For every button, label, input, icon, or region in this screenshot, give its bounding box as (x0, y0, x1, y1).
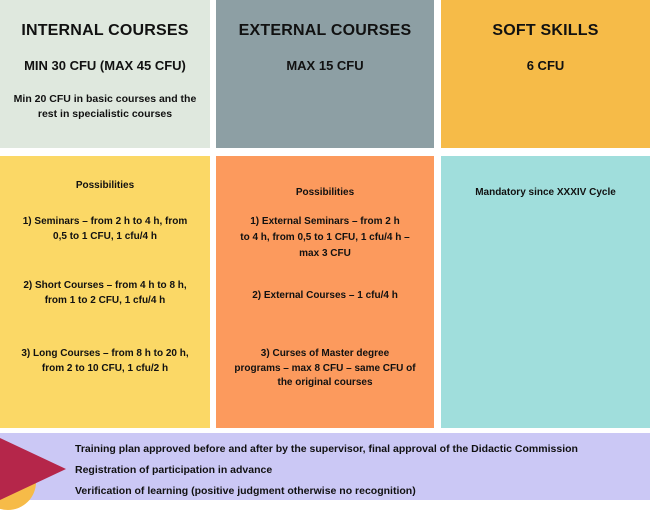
external-item-3-line1: 3) Curses of Master degree (260, 348, 390, 359)
soft-skills-mandatory-note: Mandatory since XXXIV Cycle (475, 187, 616, 198)
soft-skills-header-box (441, 0, 650, 148)
internal-courses-title: INTERNAL COURSES (21, 22, 189, 39)
footer-line-2: Registration of participation in advance (75, 464, 273, 476)
external-courses-header-box (216, 0, 434, 148)
external-courses-title: EXTERNAL COURSES (238, 22, 412, 39)
external-item-3-line2: programs – max 8 CFU – same CFU of (234, 363, 416, 374)
internal-possibilities-box (0, 156, 210, 428)
internal-courses-note-line2: rest in specialistic courses (37, 108, 173, 120)
external-item-1-line3: max 3 CFU (299, 248, 351, 259)
external-courses-cfu: MAX 15 CFU (286, 58, 364, 73)
internal-possibilities-label: Possibilities (75, 180, 135, 191)
external-possibilities-box (216, 156, 434, 428)
internal-courses-header-box (0, 0, 210, 148)
internal-item-1-line2: 0,5 to 1 CFU, 1 cfu/4 h (53, 231, 157, 242)
internal-item-2-line2: from 1 to 2 CFU, 1 cfu/4 h (44, 295, 166, 306)
soft-skills-detail-box (441, 156, 650, 428)
soft-skills-title: SOFT SKILLS (492, 22, 599, 39)
footer-line-3: Verification of learning (positive judgment otherwise no recognition) (75, 485, 416, 497)
external-item-2-line1: 2) External Courses – 1 cfu/4 h (252, 290, 398, 301)
internal-item-3-line2: from 2 to 10 CFU, 1 cfu/2 h (41, 363, 169, 374)
external-possibilities-label: Possibilities (295, 187, 355, 198)
external-item-1-line1: 1) External Seminars – from 2 h (250, 216, 400, 227)
external-item-1-line2: to 4 h, from 0,5 to 1 CFU, 1 cfu/4 h – (240, 232, 410, 243)
internal-item-1-line1: 1) Seminars – from 2 h to 4 h, from (22, 216, 188, 227)
internal-courses-note-line1: Min 20 CFU in basic courses and the (13, 93, 197, 105)
internal-courses-cfu: MIN 30 CFU (MAX 45 CFU) (24, 58, 186, 73)
footer-arrow-icon (0, 438, 70, 500)
footer-line-1: Training plan approved before and after by the supervisor, final approval of the Didactic Commission (75, 443, 578, 455)
internal-item-3-line1: 3) Long Courses – from 8 h to 20 h, (21, 348, 189, 359)
soft-skills-cfu: 6 CFU (526, 58, 565, 73)
internal-item-2-line1: 2) Short Courses – from 4 h to 8 h, (23, 280, 187, 291)
external-item-3-line3: the original courses (277, 377, 373, 388)
